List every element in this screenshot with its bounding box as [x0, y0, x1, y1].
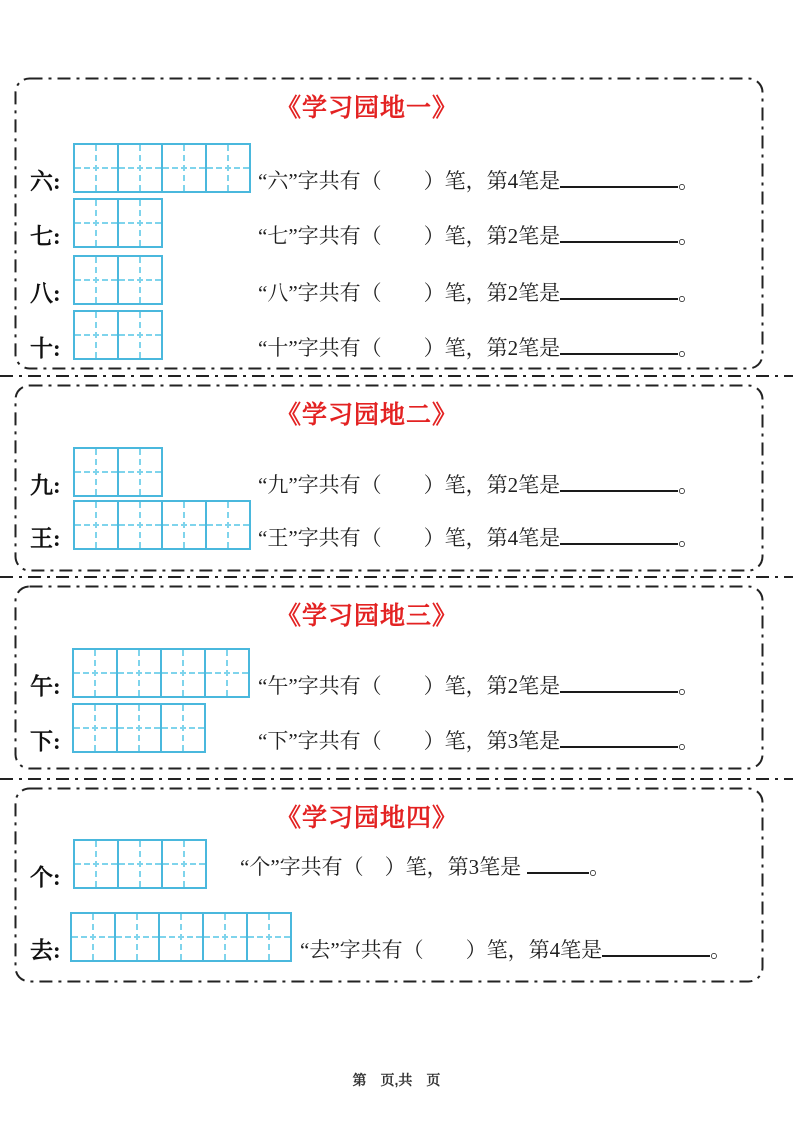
char-label: 十: — [30, 336, 61, 361]
section-4 — [14, 787, 764, 983]
question-text — [258, 169, 699, 193]
question-prefix: “下”字共有（ ）笔，第3笔是 — [258, 728, 561, 753]
answer-blank — [560, 171, 678, 188]
question-text — [258, 281, 699, 305]
grid-cell — [116, 914, 160, 960]
question-prefix: “王”字共有（ ）笔，第4笔是 — [258, 525, 561, 550]
question-prefix: “去”字共有（ ）笔，第4笔是 — [300, 937, 603, 962]
question-text — [258, 473, 699, 497]
grid-cell — [162, 705, 204, 751]
grid-cell — [162, 650, 206, 696]
question-text — [258, 224, 699, 248]
answer-blank — [560, 226, 678, 243]
writing-grid — [73, 198, 163, 248]
writing-grid — [73, 310, 163, 360]
section-1 — [14, 77, 764, 370]
grid-cell — [119, 841, 163, 887]
period: 。 — [710, 937, 732, 962]
section-separator-line — [0, 576, 793, 578]
char-row — [14, 648, 764, 698]
char-row — [14, 447, 764, 497]
char-label: 八: — [30, 281, 61, 306]
char-row — [14, 500, 764, 550]
writing-grid — [73, 500, 251, 550]
writing-grid — [72, 648, 250, 698]
char-label: 下: — [30, 729, 61, 754]
grid-cell — [119, 200, 161, 246]
period: 。 — [678, 472, 700, 497]
grid-cell — [119, 145, 163, 191]
period: 。 — [678, 335, 700, 360]
grid-cell — [75, 312, 119, 358]
grid-cell — [163, 145, 207, 191]
question-prefix: “六”字共有（ ）笔，第4笔是 — [258, 168, 561, 193]
grid-cell — [163, 502, 207, 548]
grid-cell — [119, 257, 161, 303]
char-label: 个: — [30, 865, 61, 890]
char-label: 去: — [30, 938, 61, 963]
answer-blank — [602, 940, 710, 957]
question-prefix: “十”字共有（ ）笔，第2笔是 — [258, 335, 561, 360]
page-footer: 第 页,共 页 — [352, 1072, 441, 1088]
char-row — [14, 255, 764, 305]
char-row — [14, 310, 764, 360]
writing-grid — [73, 447, 163, 497]
section-title: 《学习园地三》 — [275, 602, 458, 630]
char-row — [14, 143, 764, 193]
question-prefix: “七”字共有（ ）笔，第2笔是 — [258, 223, 561, 248]
char-row — [14, 839, 764, 889]
section-2 — [14, 384, 764, 572]
grid-cell — [72, 914, 116, 960]
grid-cell — [118, 650, 162, 696]
grid-cell — [119, 502, 163, 548]
section-separator-line — [0, 778, 793, 780]
grid-cell — [204, 914, 248, 960]
grid-cell — [207, 145, 249, 191]
question-text — [240, 855, 610, 879]
grid-cell — [118, 705, 162, 751]
grid-cell — [248, 914, 290, 960]
grid-cell — [75, 502, 119, 548]
grid-cell — [74, 650, 118, 696]
answer-blank — [560, 475, 678, 492]
grid-cell — [75, 449, 119, 495]
grid-cell — [74, 705, 118, 751]
answer-blank — [560, 731, 678, 748]
period: 。 — [589, 854, 611, 879]
char-row — [14, 703, 764, 753]
question-text — [258, 526, 699, 550]
grid-cell — [206, 650, 248, 696]
question-text — [300, 938, 731, 962]
writing-grid — [73, 255, 163, 305]
char-row — [14, 198, 764, 248]
grid-cell — [207, 502, 249, 548]
question-prefix: “九”字共有（ ）笔，第2笔是 — [258, 472, 561, 497]
period: 。 — [678, 525, 700, 550]
section-title: 《学习园地一》 — [275, 94, 458, 122]
section-title: 《学习园地四》 — [275, 804, 458, 832]
question-prefix: “个”字共有（ ）笔，第3笔是 — [240, 854, 522, 879]
char-label: 午: — [30, 674, 61, 699]
question-prefix: “午”字共有（ ）笔，第2笔是 — [258, 673, 561, 698]
grid-cell — [75, 257, 119, 303]
grid-cell — [163, 841, 205, 887]
answer-blank — [560, 528, 678, 545]
period: 。 — [678, 673, 700, 698]
period: 。 — [678, 223, 700, 248]
grid-cell — [75, 841, 119, 887]
section-title: 《学习园地二》 — [275, 401, 458, 429]
period: 。 — [678, 280, 700, 305]
writing-grid — [73, 143, 251, 193]
answer-blank — [560, 283, 678, 300]
question-text — [258, 674, 699, 698]
writing-grid — [70, 912, 292, 962]
question-text — [258, 336, 699, 360]
section-3 — [14, 585, 764, 770]
grid-cell — [119, 449, 161, 495]
char-label: 七: — [30, 224, 61, 249]
char-label: 六: — [30, 169, 61, 194]
answer-blank — [527, 857, 589, 874]
char-label: 王: — [30, 526, 61, 551]
writing-grid — [72, 703, 206, 753]
period: 。 — [678, 728, 700, 753]
answer-blank — [560, 676, 678, 693]
question-prefix: “八”字共有（ ）笔，第2笔是 — [258, 280, 561, 305]
grid-cell — [75, 145, 119, 191]
period: 。 — [678, 168, 700, 193]
answer-blank — [560, 338, 678, 355]
section-separator-line — [0, 375, 793, 377]
char-label: 九: — [30, 473, 61, 498]
writing-grid — [73, 839, 207, 889]
grid-cell — [119, 312, 161, 358]
char-row — [14, 912, 764, 962]
question-text — [258, 729, 699, 753]
grid-cell — [75, 200, 119, 246]
grid-cell — [160, 914, 204, 960]
